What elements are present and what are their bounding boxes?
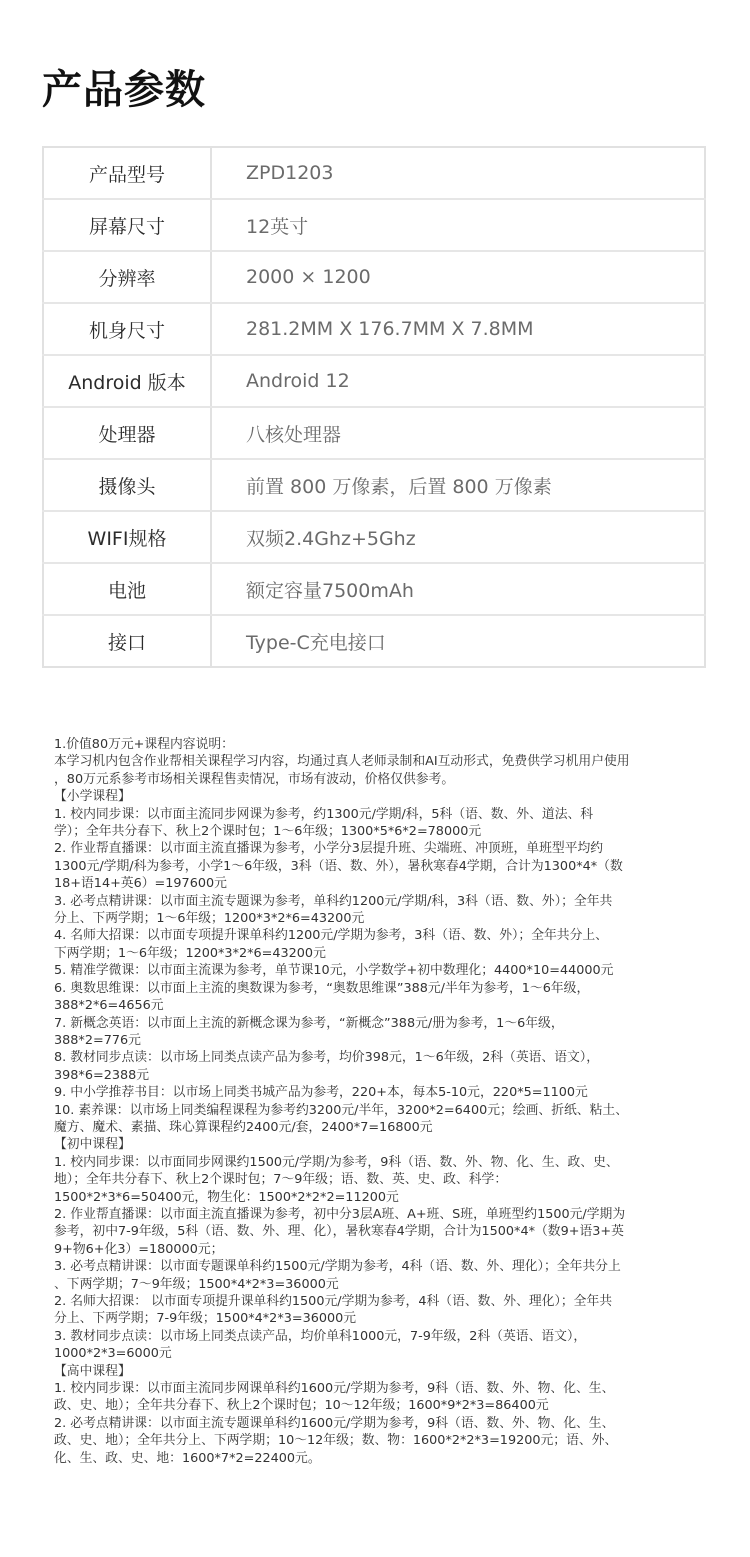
note-line: 本学习机内包含作业帮相关课程学习内容，均通过真人老师录制和AI互动形式，免费供学习机用户使用 — [54, 754, 630, 770]
spec-value: 12英寸 — [211, 199, 705, 251]
spec-value: 八核处理器 — [211, 407, 705, 459]
note-line: 参考，初中7-9年级，5科（语、数、外、理、化），暑秋寒春4学期，合计为1500*4*（数9+语3+英 — [54, 1224, 624, 1240]
note-line: 魔方、魔术、素描、珠心算课程约2400元/套，2400*7=16800元 — [54, 1119, 433, 1135]
spec-value: 281.2MM X 176.7MM X 7.8MM — [211, 303, 705, 355]
spec-row — [43, 303, 705, 355]
note-line: 2. 名师大招课： 以市面专项提升课单科约1500元/学期为参考，4科（语、数、外、理化）；全年共 — [54, 1294, 613, 1309]
spec-value: 2000 × 1200 — [211, 251, 705, 303]
spec-row — [43, 251, 705, 303]
note-line: 化、生、政、史、地：1600*7*2=22400元。 — [54, 1450, 321, 1466]
spec-value: ZPD1203 — [211, 147, 705, 199]
note-line: 政、史、地）；全年共分上、下两学期；10～12年级；数、物：1600*2*2*3=19200元；语、外、 — [54, 1433, 618, 1449]
spec-row — [43, 147, 705, 199]
note-line: 1500*2*3*6=50400元，物生化：1500*2*2*2=11200元 — [54, 1189, 399, 1205]
spec-value: Android 12 — [211, 355, 705, 407]
note-line: 18+语14+英6）=197600元 — [54, 876, 227, 892]
spec-value: 双频2.4Ghz+5Ghz — [211, 511, 705, 563]
note-line: 地）；全年共分春下、秋上2个课时包；7～9年级；语、数、英、史、政、科学： — [54, 1172, 508, 1188]
spec-label: 处理器 — [43, 407, 211, 459]
note-line: 9+物6+化3）=180000元； — [54, 1241, 224, 1257]
note-line: 1300元/学期/科为参考，小学1～6年级，3科（语、数、外），暑秋寒春4学期，合计为1300*4*（数 — [54, 858, 623, 874]
pricing-notes — [54, 736, 704, 1467]
spec-value: Type-C充电接口 — [211, 615, 705, 667]
note-line: 9. 中小学推荐书目：以市场上同类书城产品为参考，220+本，每本5-10元，220*5=1100元 — [54, 1085, 588, 1101]
note-line: 4. 名师大招课：以市面专项提升课单科约1200元/学期为参考，3科（语、数、外）；全年共分上、 — [54, 928, 608, 944]
spec-value: 额定容量7500mAh — [211, 563, 705, 615]
spec-row — [43, 511, 705, 563]
note-line: 1. 校内同步课：以市面主流同步网课单科约1600元/学期为参考，9科（语、数、外、物、化、生、 — [54, 1381, 615, 1397]
spec-label: Android 版本 — [43, 355, 211, 407]
note-line: 1. 校内同步课：以市面主流同步网课为参考，约1300元/学期/科，5科（语、数、外、道法、科 — [54, 806, 594, 822]
spec-row — [43, 459, 705, 511]
note-line: 【小学课程】 — [54, 789, 131, 805]
note-line: 2. 作业帮直播课：以市面主流直播课为参考，小学分3层提升班、尖端班、冲顶班，单班型平均约 — [54, 841, 604, 857]
spec-label: 产品型号 — [43, 147, 211, 199]
note-line: 6. 奥数思维课：以市面上主流的奥数课为参考，“奥数思维课”388元/半年为参考，1～6年级， — [54, 980, 590, 996]
spec-row — [43, 563, 705, 615]
spec-row — [43, 355, 705, 407]
note-line: 5. 精准学微课：以市面主流课为参考，单节课10元，小学数学+初中数理化；4400*10=44000元 — [54, 963, 614, 979]
note-line: 【初中课程】 — [54, 1137, 131, 1153]
note-line: 【高中课程】 — [54, 1363, 131, 1379]
note-line: 398*6=2388元 — [54, 1067, 150, 1083]
spec-label: 电池 — [43, 563, 211, 615]
spec-value: 前置 800 万像素，后置 800 万像素 — [211, 459, 705, 511]
page-title: 产品参数 — [42, 67, 206, 113]
spec-table — [42, 146, 706, 668]
note-line: 388*2*6=4656元 — [54, 998, 164, 1014]
note-line: 2. 作业帮直播课：以市面主流直播课为参考，初中分3层A班、A+班、S班，单班型约1500元/学期为 — [54, 1206, 626, 1222]
spec-label: 摄像头 — [43, 459, 211, 511]
note-line: ，80万元系参考市场相关课程售卖情况，市场有波动，价格仅供参考。 — [54, 771, 455, 787]
note-line: 3. 教材同步点读：以市场上同类点读产品，均价单科1000元，7-9年级，2科（英语、语文）， — [54, 1328, 587, 1344]
spec-label: 机身尺寸 — [43, 303, 211, 355]
note-line: 1. 校内同步课：以市面同步网课约1500元/学期/为参考，9科（语、数、外、物、化、生、政、史、 — [54, 1154, 619, 1170]
note-line: 3. 必考点精讲课：以市面专题课单科约1500元/学期为参考，4科（语、数、外、理化）；全年共分上 — [54, 1259, 621, 1275]
note-line: 10. 素养课：以市场上同类编程课程为参考约3200元/半年，3200*2=6400元；绘画、折纸、粘土、 — [54, 1102, 628, 1118]
note-line: 学）；全年共分春下、秋上2个课时包；1～6年级；1300*5*6*2=78000元 — [54, 824, 482, 840]
note-line: 3. 必考点精讲课：以市面主流专题课为参考，单科约1200元/学期/科，3科（语、数、外）；全年共 — [54, 893, 613, 909]
note-line: 分上、下两学期；1～6年级；1200*3*2*6=43200元 — [54, 911, 365, 927]
note-line: 分上、下两学期；7-9年级；1500*4*2*3=36000元 — [54, 1311, 357, 1327]
spec-label: 分辨率 — [43, 251, 211, 303]
spec-label: 接口 — [43, 615, 211, 667]
note-line: 388*2=776元 — [54, 1032, 141, 1048]
spec-label: WIFI规格 — [43, 511, 211, 563]
note-line: 2. 必考点精讲课：以市面主流专题课单科约1600元/学期为参考，9科（语、数、外、物、化、生、 — [54, 1415, 615, 1431]
note-line: 、下两学期；7～9年级；1500*4*2*3=36000元 — [54, 1276, 339, 1292]
note-line: 1.价值80万元+课程内容说明： — [54, 737, 234, 752]
note-line: 1000*2*3=6000元 — [54, 1346, 172, 1362]
spec-label: 屏幕尺寸 — [43, 199, 211, 251]
note-line: 8. 教材同步点读：以市场上同类点读产品为参考，均价398元，1～6年级，2科（英语、语文）， — [54, 1050, 600, 1066]
note-line: 7. 新概念英语：以市面上主流的新概念课为参考，“新概念”388元/册为参考，1～6年级， — [54, 1015, 564, 1031]
note-line: 政、史、地）；全年共分春下、秋上2个课时包；10～12年级；1600*9*2*3=86400元 — [54, 1398, 549, 1414]
spec-row — [43, 199, 705, 251]
spec-row — [43, 407, 705, 459]
note-line: 下两学期；1～6年级；1200*3*2*6=43200元 — [54, 945, 326, 961]
spec-row — [43, 615, 705, 667]
